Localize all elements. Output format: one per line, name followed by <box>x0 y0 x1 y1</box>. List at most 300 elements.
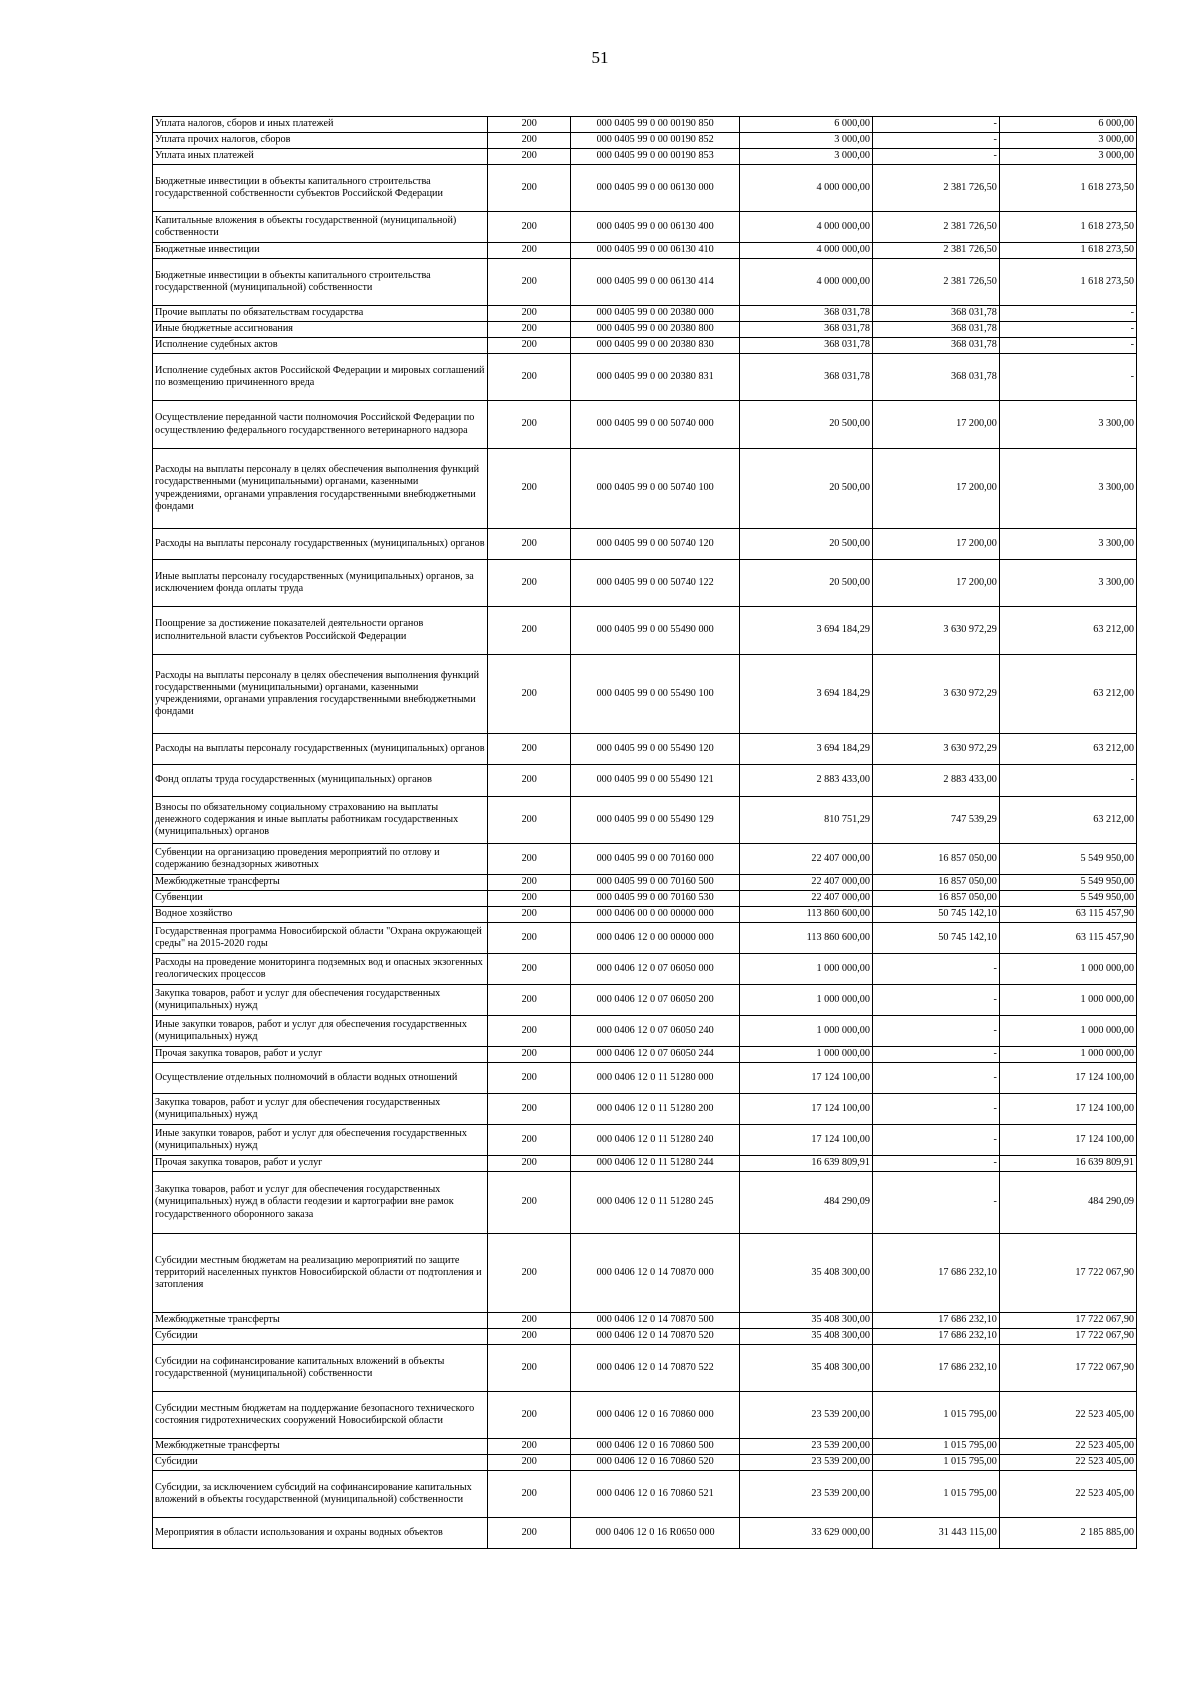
approved-amount-cell: 35 408 300,00 <box>739 1329 872 1345</box>
approved-amount-cell: 17 124 100,00 <box>739 1125 872 1156</box>
line-code-cell: 200 <box>488 844 571 875</box>
executed-amount-cell: 368 031,78 <box>872 322 999 338</box>
budget-classification-code-cell: 000 0405 99 0 00 50740 000 <box>571 401 740 449</box>
line-code-cell: 200 <box>488 797 571 844</box>
budget-classification-code-cell: 000 0405 99 0 00 70160 530 <box>571 891 740 907</box>
table-row <box>153 259 1137 306</box>
line-code-cell: 200 <box>488 1047 571 1063</box>
approved-amount-cell: 3 000,00 <box>739 133 872 149</box>
remaining-amount-cell: - <box>999 338 1136 354</box>
executed-amount-cell: 368 031,78 <box>872 338 999 354</box>
remaining-amount-cell: 1 618 273,50 <box>999 165 1136 212</box>
remaining-amount-cell: 3 000,00 <box>999 149 1136 165</box>
table-row <box>153 529 1137 560</box>
remaining-amount-cell: 63 212,00 <box>999 607 1136 655</box>
table-row <box>153 1047 1137 1063</box>
executed-amount-cell: - <box>872 1063 999 1094</box>
line-code-cell: 200 <box>488 401 571 449</box>
budget-classification-code-cell: 000 0406 12 0 11 51280 245 <box>571 1172 740 1234</box>
expense-name-cell: Бюджетные инвестиции в объекты капитального строительства государственной (муниципальной) собственности <box>153 259 488 306</box>
executed-amount-cell: 2 381 726,50 <box>872 212 999 243</box>
executed-amount-cell: 368 031,78 <box>872 306 999 322</box>
line-code-cell: 200 <box>488 449 571 529</box>
remaining-amount-cell: 3 000,00 <box>999 133 1136 149</box>
executed-amount-cell: 17 686 232,10 <box>872 1313 999 1329</box>
remaining-amount-cell: 16 639 809,91 <box>999 1156 1136 1172</box>
line-code-cell: 200 <box>488 338 571 354</box>
approved-amount-cell: 35 408 300,00 <box>739 1234 872 1313</box>
remaining-amount-cell: 1 000 000,00 <box>999 1047 1136 1063</box>
page-number: 51 <box>591 48 609 67</box>
remaining-amount-cell: 17 124 100,00 <box>999 1125 1136 1156</box>
executed-amount-cell: 17 200,00 <box>872 449 999 529</box>
table-row <box>153 844 1137 875</box>
approved-amount-cell: 33 629 000,00 <box>739 1518 872 1549</box>
expense-name-cell: Закупка товаров, работ и услуг для обеспечения государственных (муниципальных) нужд в области геодезии и картографии вне рамок государственного оборонного заказа <box>153 1172 488 1234</box>
remaining-amount-cell: 1 618 273,50 <box>999 212 1136 243</box>
remaining-amount-cell: 22 523 405,00 <box>999 1455 1136 1471</box>
remaining-amount-cell: 63 115 457,90 <box>999 923 1136 954</box>
table-row <box>153 1156 1137 1172</box>
executed-amount-cell: 2 381 726,50 <box>872 259 999 306</box>
expense-name-cell: Субвенции <box>153 891 488 907</box>
executed-amount-cell: 50 745 142,10 <box>872 923 999 954</box>
approved-amount-cell: 1 000 000,00 <box>739 954 872 985</box>
table-row <box>153 923 1137 954</box>
expense-name-cell: Иные бюджетные ассигнования <box>153 322 488 338</box>
expense-name-cell: Расходы на выплаты персоналу государственных (муниципальных) органов <box>153 734 488 765</box>
line-code-cell: 200 <box>488 1329 571 1345</box>
line-code-cell: 200 <box>488 354 571 401</box>
executed-amount-cell: 17 686 232,10 <box>872 1345 999 1392</box>
expense-name-cell: Расходы на выплаты персоналу в целях обеспечения выполнения функций государственными (муниципальными) органами, казенными учреждениями, органами управления государственными внебюджетными фондами <box>153 449 488 529</box>
table-row <box>153 765 1137 797</box>
executed-amount-cell: 3 630 972,29 <box>872 655 999 734</box>
executed-amount-cell: 17 686 232,10 <box>872 1234 999 1313</box>
table-row <box>153 133 1137 149</box>
table-row <box>153 1455 1137 1471</box>
budget-classification-code-cell: 000 0405 99 0 00 06130 400 <box>571 212 740 243</box>
table-row <box>153 560 1137 607</box>
budget-classification-code-cell: 000 0405 99 0 00 50740 122 <box>571 560 740 607</box>
executed-amount-cell: 747 539,29 <box>872 797 999 844</box>
executed-amount-cell: - <box>872 117 999 133</box>
budget-classification-code-cell: 000 0405 99 0 00 70160 000 <box>571 844 740 875</box>
approved-amount-cell: 23 539 200,00 <box>739 1439 872 1455</box>
approved-amount-cell: 368 031,78 <box>739 306 872 322</box>
expense-name-cell: Межбюджетные трансферты <box>153 1313 488 1329</box>
line-code-cell: 200 <box>488 1094 571 1125</box>
line-code-cell: 200 <box>488 149 571 165</box>
expense-name-cell: Субсидии местным бюджетам на поддержание безопасного технического состояния гидротехнических сооружений Новосибирской области <box>153 1392 488 1439</box>
budget-classification-code-cell: 000 0406 12 0 16 R0650 000 <box>571 1518 740 1549</box>
expense-name-cell: Иные выплаты персоналу государственных (муниципальных) органов, за исключением фонда оплаты труда <box>153 560 488 607</box>
approved-amount-cell: 4 000 000,00 <box>739 212 872 243</box>
executed-amount-cell: 1 015 795,00 <box>872 1392 999 1439</box>
budget-classification-code-cell: 000 0406 12 0 16 70860 521 <box>571 1471 740 1518</box>
approved-amount-cell: 16 639 809,91 <box>739 1156 872 1172</box>
remaining-amount-cell: 63 212,00 <box>999 734 1136 765</box>
budget-classification-code-cell: 000 0405 99 0 00 20380 800 <box>571 322 740 338</box>
approved-amount-cell: 368 031,78 <box>739 354 872 401</box>
budget-classification-code-cell: 000 0405 99 0 00 50740 100 <box>571 449 740 529</box>
budget-classification-code-cell: 000 0406 12 0 11 51280 244 <box>571 1156 740 1172</box>
remaining-amount-cell: 1 000 000,00 <box>999 985 1136 1016</box>
executed-amount-cell: 17 686 232,10 <box>872 1329 999 1345</box>
budget-classification-code-cell: 000 0405 99 0 00 70160 500 <box>571 875 740 891</box>
budget-classification-code-cell: 000 0405 99 0 00 00190 853 <box>571 149 740 165</box>
expense-name-cell: Расходы на проведение мониторинга подземных вод и опасных экзогенных геологических процессов <box>153 954 488 985</box>
line-code-cell: 200 <box>488 1156 571 1172</box>
approved-amount-cell: 4 000 000,00 <box>739 243 872 259</box>
remaining-amount-cell: 3 300,00 <box>999 529 1136 560</box>
table-row <box>153 1313 1137 1329</box>
approved-amount-cell: 17 124 100,00 <box>739 1063 872 1094</box>
executed-amount-cell: - <box>872 1156 999 1172</box>
line-code-cell: 200 <box>488 243 571 259</box>
budget-classification-code-cell: 000 0406 12 0 16 70860 000 <box>571 1392 740 1439</box>
approved-amount-cell: 3 000,00 <box>739 149 872 165</box>
executed-amount-cell: 16 857 050,00 <box>872 891 999 907</box>
budget-classification-code-cell: 000 0405 99 0 00 00190 850 <box>571 117 740 133</box>
expense-name-cell: Уплата прочих налогов, сборов <box>153 133 488 149</box>
table-row <box>153 1063 1137 1094</box>
expense-name-cell: Межбюджетные трансферты <box>153 1439 488 1455</box>
executed-amount-cell: - <box>872 1172 999 1234</box>
table-row <box>153 1016 1137 1047</box>
budget-table-body <box>153 117 1137 1549</box>
table-row <box>153 1172 1137 1234</box>
budget-classification-code-cell: 000 0405 99 0 00 55490 129 <box>571 797 740 844</box>
remaining-amount-cell: 63 115 457,90 <box>999 907 1136 923</box>
approved-amount-cell: 1 000 000,00 <box>739 1047 872 1063</box>
budget-classification-code-cell: 000 0405 99 0 00 00190 852 <box>571 133 740 149</box>
budget-classification-code-cell: 000 0405 99 0 00 06130 414 <box>571 259 740 306</box>
expense-name-cell: Поощрение за достижение показателей деятельности органов исполнительной власти субъектов Российской Федерации <box>153 607 488 655</box>
executed-amount-cell: - <box>872 1094 999 1125</box>
approved-amount-cell: 1 000 000,00 <box>739 1016 872 1047</box>
expense-name-cell: Капитальные вложения в объекты государственной (муниципальной) собственности <box>153 212 488 243</box>
executed-amount-cell: 368 031,78 <box>872 354 999 401</box>
expense-name-cell: Мероприятия в области использования и охраны водных объектов <box>153 1518 488 1549</box>
line-code-cell: 200 <box>488 259 571 306</box>
executed-amount-cell: - <box>872 133 999 149</box>
expense-name-cell: Осуществление отдельных полномочий в области водных отношений <box>153 1063 488 1094</box>
approved-amount-cell: 20 500,00 <box>739 449 872 529</box>
line-code-cell: 200 <box>488 117 571 133</box>
approved-amount-cell: 35 408 300,00 <box>739 1313 872 1329</box>
budget-classification-code-cell: 000 0406 12 0 07 06050 000 <box>571 954 740 985</box>
expense-name-cell: Иные закупки товаров, работ и услуг для обеспечения государственных (муниципальных) нужд <box>153 1016 488 1047</box>
approved-amount-cell: 810 751,29 <box>739 797 872 844</box>
budget-classification-code-cell: 000 0406 12 0 14 70870 522 <box>571 1345 740 1392</box>
approved-amount-cell: 113 860 600,00 <box>739 923 872 954</box>
table-row <box>153 243 1137 259</box>
expense-name-cell: Исполнение судебных актов Российской Федерации и мировых соглашений по возмещению причиненного вреда <box>153 354 488 401</box>
line-code-cell: 200 <box>488 1518 571 1549</box>
table-row <box>153 1392 1137 1439</box>
table-row <box>153 1094 1137 1125</box>
approved-amount-cell: 6 000,00 <box>739 117 872 133</box>
approved-amount-cell: 1 000 000,00 <box>739 985 872 1016</box>
executed-amount-cell: - <box>872 1016 999 1047</box>
executed-amount-cell: 17 200,00 <box>872 529 999 560</box>
budget-classification-code-cell: 000 0405 99 0 00 55490 120 <box>571 734 740 765</box>
approved-amount-cell: 20 500,00 <box>739 401 872 449</box>
expense-name-cell: Закупка товаров, работ и услуг для обеспечения государственных (муниципальных) нужд <box>153 985 488 1016</box>
table-row <box>153 1439 1137 1455</box>
line-code-cell: 200 <box>488 734 571 765</box>
expense-name-cell: Взносы по обязательному социальному страхованию на выплаты денежного содержания и иные выплаты работникам государственных (муниципальных) органов <box>153 797 488 844</box>
budget-classification-code-cell: 000 0406 12 0 07 06050 200 <box>571 985 740 1016</box>
line-code-cell: 200 <box>488 1313 571 1329</box>
remaining-amount-cell: 63 212,00 <box>999 797 1136 844</box>
expense-name-cell: Бюджетные инвестиции в объекты капитального строительства государственной собственности субъектов Российской Федерации <box>153 165 488 212</box>
table-row <box>153 607 1137 655</box>
remaining-amount-cell: - <box>999 354 1136 401</box>
remaining-amount-cell: 3 300,00 <box>999 449 1136 529</box>
budget-classification-code-cell: 000 0405 99 0 00 20380 831 <box>571 354 740 401</box>
expense-name-cell: Межбюджетные трансферты <box>153 875 488 891</box>
line-code-cell: 200 <box>488 1234 571 1313</box>
executed-amount-cell: 17 200,00 <box>872 401 999 449</box>
expense-name-cell: Субсидии на софинансирование капитальных вложений в объекты государственной (муниципальной) собственности <box>153 1345 488 1392</box>
remaining-amount-cell: 17 722 067,90 <box>999 1313 1136 1329</box>
executed-amount-cell: 16 857 050,00 <box>872 844 999 875</box>
remaining-amount-cell: 17 722 067,90 <box>999 1234 1136 1313</box>
budget-classification-code-cell: 000 0406 12 0 00 00000 000 <box>571 923 740 954</box>
expense-name-cell: Прочая закупка товаров, работ и услуг <box>153 1156 488 1172</box>
budget-classification-code-cell: 000 0406 12 0 07 06050 244 <box>571 1047 740 1063</box>
approved-amount-cell: 4 000 000,00 <box>739 165 872 212</box>
remaining-amount-cell: 6 000,00 <box>999 117 1136 133</box>
line-code-cell: 200 <box>488 1439 571 1455</box>
line-code-cell: 200 <box>488 985 571 1016</box>
budget-classification-code-cell: 000 0406 12 0 11 51280 000 <box>571 1063 740 1094</box>
budget-classification-code-cell: 000 0406 12 0 14 70870 000 <box>571 1234 740 1313</box>
table-row <box>153 449 1137 529</box>
budget-classification-code-cell: 000 0405 99 0 00 06130 410 <box>571 243 740 259</box>
expense-name-cell: Субсидии <box>153 1455 488 1471</box>
executed-amount-cell: 1 015 795,00 <box>872 1455 999 1471</box>
table-row <box>153 354 1137 401</box>
executed-amount-cell: - <box>872 985 999 1016</box>
approved-amount-cell: 113 860 600,00 <box>739 907 872 923</box>
remaining-amount-cell: 22 523 405,00 <box>999 1471 1136 1518</box>
budget-table <box>152 116 1137 1549</box>
remaining-amount-cell: 1 618 273,50 <box>999 243 1136 259</box>
executed-amount-cell: 31 443 115,00 <box>872 1518 999 1549</box>
table-row <box>153 1125 1137 1156</box>
table-row <box>153 322 1137 338</box>
executed-amount-cell: 1 015 795,00 <box>872 1471 999 1518</box>
budget-classification-code-cell: 000 0406 12 0 11 51280 240 <box>571 1125 740 1156</box>
line-code-cell: 200 <box>488 875 571 891</box>
budget-classification-code-cell: 000 0405 99 0 00 55490 121 <box>571 765 740 797</box>
executed-amount-cell: - <box>872 149 999 165</box>
table-row <box>153 401 1137 449</box>
line-code-cell: 200 <box>488 1471 571 1518</box>
line-code-cell: 200 <box>488 655 571 734</box>
executed-amount-cell: - <box>872 1125 999 1156</box>
expense-name-cell: Субсидии местным бюджетам на реализацию мероприятий по защите территорий населенных пунктов Новосибирской области от подтопления и затопления <box>153 1234 488 1313</box>
table-row <box>153 306 1137 322</box>
table-row <box>153 165 1137 212</box>
budget-classification-code-cell: 000 0406 12 0 14 70870 520 <box>571 1329 740 1345</box>
approved-amount-cell: 368 031,78 <box>739 338 872 354</box>
executed-amount-cell: 17 200,00 <box>872 560 999 607</box>
remaining-amount-cell: 17 124 100,00 <box>999 1094 1136 1125</box>
expense-name-cell: Субсидии, за исключением субсидий на софинансирование капитальных вложений в объекты государственной (муниципальной) собственности <box>153 1471 488 1518</box>
remaining-amount-cell: 2 185 885,00 <box>999 1518 1136 1549</box>
executed-amount-cell: 2 381 726,50 <box>872 165 999 212</box>
approved-amount-cell: 20 500,00 <box>739 529 872 560</box>
remaining-amount-cell: 5 549 950,00 <box>999 891 1136 907</box>
line-code-cell: 200 <box>488 765 571 797</box>
line-code-cell: 200 <box>488 1016 571 1047</box>
remaining-amount-cell: 1 000 000,00 <box>999 1016 1136 1047</box>
table-row <box>153 149 1137 165</box>
table-row <box>153 655 1137 734</box>
approved-amount-cell: 23 539 200,00 <box>739 1471 872 1518</box>
budget-classification-code-cell: 000 0406 00 0 00 00000 000 <box>571 907 740 923</box>
approved-amount-cell: 3 694 184,29 <box>739 734 872 765</box>
expense-name-cell: Субсидии <box>153 1329 488 1345</box>
executed-amount-cell: 16 857 050,00 <box>872 875 999 891</box>
table-row <box>153 1234 1137 1313</box>
table-row <box>153 338 1137 354</box>
executed-amount-cell: 50 745 142,10 <box>872 907 999 923</box>
executed-amount-cell: - <box>872 954 999 985</box>
table-row <box>153 985 1137 1016</box>
table-row <box>153 797 1137 844</box>
table-row <box>153 117 1137 133</box>
expense-name-cell: Прочая закупка товаров, работ и услуг <box>153 1047 488 1063</box>
remaining-amount-cell: 22 523 405,00 <box>999 1439 1136 1455</box>
expense-name-cell: Расходы на выплаты персоналу государственных (муниципальных) органов <box>153 529 488 560</box>
expense-name-cell: Осуществление переданной части полномочия Российской Федерации по осуществлению федерального государственного ветеринарного надзора <box>153 401 488 449</box>
line-code-cell: 200 <box>488 529 571 560</box>
table-row <box>153 954 1137 985</box>
line-code-cell: 200 <box>488 1455 571 1471</box>
budget-classification-code-cell: 000 0405 99 0 00 55490 100 <box>571 655 740 734</box>
remaining-amount-cell: 17 124 100,00 <box>999 1063 1136 1094</box>
expense-name-cell: Исполнение судебных актов <box>153 338 488 354</box>
approved-amount-cell: 484 290,09 <box>739 1172 872 1234</box>
table-row <box>153 1518 1137 1549</box>
remaining-amount-cell: 3 300,00 <box>999 560 1136 607</box>
table-row <box>153 907 1137 923</box>
approved-amount-cell: 17 124 100,00 <box>739 1094 872 1125</box>
executed-amount-cell: 3 630 972,29 <box>872 734 999 765</box>
remaining-amount-cell: 17 722 067,90 <box>999 1329 1136 1345</box>
approved-amount-cell: 22 407 000,00 <box>739 844 872 875</box>
expense-name-cell: Уплата иных платежей <box>153 149 488 165</box>
line-code-cell: 200 <box>488 1172 571 1234</box>
remaining-amount-cell: 1 618 273,50 <box>999 259 1136 306</box>
approved-amount-cell: 22 407 000,00 <box>739 875 872 891</box>
remaining-amount-cell: 5 549 950,00 <box>999 875 1136 891</box>
line-code-cell: 200 <box>488 165 571 212</box>
remaining-amount-cell: 17 722 067,90 <box>999 1345 1136 1392</box>
expense-name-cell: Прочие выплаты по обязательствам государства <box>153 306 488 322</box>
line-code-cell: 200 <box>488 954 571 985</box>
remaining-amount-cell: 5 549 950,00 <box>999 844 1136 875</box>
budget-classification-code-cell: 000 0405 99 0 00 55490 000 <box>571 607 740 655</box>
budget-classification-code-cell: 000 0406 12 0 11 51280 200 <box>571 1094 740 1125</box>
executed-amount-cell: 2 883 433,00 <box>872 765 999 797</box>
expense-name-cell: Расходы на выплаты персоналу в целях обеспечения выполнения функций государственными (муниципальными) органами, казенными учреждениями, органами управления государственными внебюджетными фондами <box>153 655 488 734</box>
expense-name-cell: Субвенции на организацию проведения мероприятий по отлову и содержанию безнадзорных животных <box>153 844 488 875</box>
approved-amount-cell: 3 694 184,29 <box>739 655 872 734</box>
line-code-cell: 200 <box>488 923 571 954</box>
remaining-amount-cell: - <box>999 306 1136 322</box>
approved-amount-cell: 3 694 184,29 <box>739 607 872 655</box>
approved-amount-cell: 23 539 200,00 <box>739 1455 872 1471</box>
budget-classification-code-cell: 000 0405 99 0 00 06130 000 <box>571 165 740 212</box>
line-code-cell: 200 <box>488 212 571 243</box>
line-code-cell: 200 <box>488 322 571 338</box>
remaining-amount-cell: 1 000 000,00 <box>999 954 1136 985</box>
remaining-amount-cell: - <box>999 765 1136 797</box>
approved-amount-cell: 2 883 433,00 <box>739 765 872 797</box>
line-code-cell: 200 <box>488 907 571 923</box>
remaining-amount-cell: 3 300,00 <box>999 401 1136 449</box>
executed-amount-cell: - <box>872 1047 999 1063</box>
table-row <box>153 875 1137 891</box>
line-code-cell: 200 <box>488 1345 571 1392</box>
line-code-cell: 200 <box>488 607 571 655</box>
table-row <box>153 212 1137 243</box>
expense-name-cell: Бюджетные инвестиции <box>153 243 488 259</box>
table-row <box>153 1329 1137 1345</box>
executed-amount-cell: 1 015 795,00 <box>872 1439 999 1455</box>
line-code-cell: 200 <box>488 891 571 907</box>
expense-name-cell: Закупка товаров, работ и услуг для обеспечения государственных (муниципальных) нужд <box>153 1094 488 1125</box>
expense-name-cell: Иные закупки товаров, работ и услуг для обеспечения государственных (муниципальных) нужд <box>153 1125 488 1156</box>
remaining-amount-cell: - <box>999 322 1136 338</box>
table-row <box>153 891 1137 907</box>
expense-name-cell: Государственная программа Новосибирской области "Охрана окружающей среды" на 2015-2020 годы <box>153 923 488 954</box>
budget-classification-code-cell: 000 0406 12 0 16 70860 500 <box>571 1439 740 1455</box>
expense-name-cell: Водное хозяйство <box>153 907 488 923</box>
expense-name-cell: Уплата налогов, сборов и иных платежей <box>153 117 488 133</box>
budget-classification-code-cell: 000 0405 99 0 00 50740 120 <box>571 529 740 560</box>
remaining-amount-cell: 484 290,09 <box>999 1172 1136 1234</box>
approved-amount-cell: 35 408 300,00 <box>739 1345 872 1392</box>
budget-classification-code-cell: 000 0406 12 0 16 70860 520 <box>571 1455 740 1471</box>
approved-amount-cell: 23 539 200,00 <box>739 1392 872 1439</box>
table-row <box>153 1471 1137 1518</box>
budget-classification-code-cell: 000 0406 12 0 07 06050 240 <box>571 1016 740 1047</box>
executed-amount-cell: 2 381 726,50 <box>872 243 999 259</box>
approved-amount-cell: 368 031,78 <box>739 322 872 338</box>
budget-classification-code-cell: 000 0406 12 0 14 70870 500 <box>571 1313 740 1329</box>
executed-amount-cell: 3 630 972,29 <box>872 607 999 655</box>
budget-classification-code-cell: 000 0405 99 0 00 20380 000 <box>571 306 740 322</box>
approved-amount-cell: 22 407 000,00 <box>739 891 872 907</box>
line-code-cell: 200 <box>488 560 571 607</box>
line-code-cell: 200 <box>488 306 571 322</box>
approved-amount-cell: 20 500,00 <box>739 560 872 607</box>
expense-name-cell: Фонд оплаты труда государственных (муниципальных) органов <box>153 765 488 797</box>
line-code-cell: 200 <box>488 133 571 149</box>
table-row <box>153 734 1137 765</box>
remaining-amount-cell: 22 523 405,00 <box>999 1392 1136 1439</box>
line-code-cell: 200 <box>488 1063 571 1094</box>
line-code-cell: 200 <box>488 1392 571 1439</box>
approved-amount-cell: 4 000 000,00 <box>739 259 872 306</box>
